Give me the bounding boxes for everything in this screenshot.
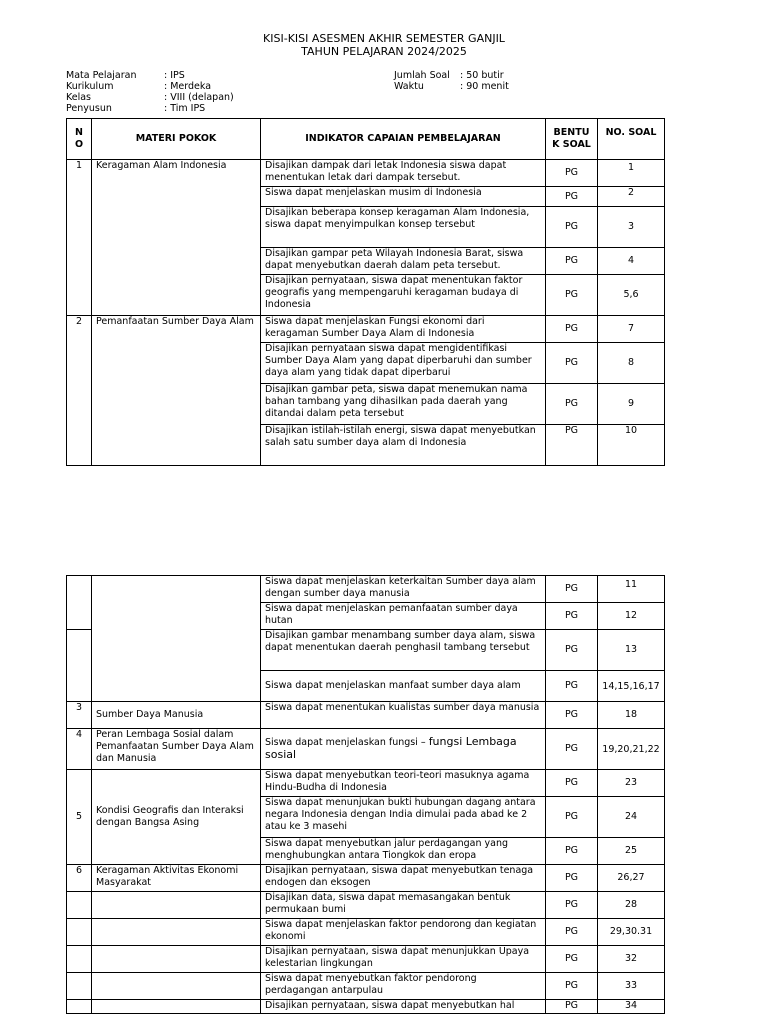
- bentuk-cell: PG: [546, 425, 598, 466]
- table-row: [67, 316, 665, 343]
- table-row: [67, 1000, 665, 1014]
- indikator-cell: Siswa dapat menjelaskan Fungsi ekonomi dari keragaman Sumber Daya Alam di Indonesia: [261, 316, 546, 343]
- kisi-kisi-table-2: [66, 575, 665, 1014]
- meta-value: : 90 menit: [460, 81, 509, 92]
- materi-cell: Pemanfaatan Sumber Daya Alam: [92, 316, 261, 466]
- bentuk-cell: PG: [546, 187, 598, 207]
- bentuk-cell: PG: [546, 892, 598, 919]
- row-number: 3: [67, 702, 92, 729]
- bentuk-cell: PG: [546, 797, 598, 838]
- soal-cell: 8: [598, 343, 665, 384]
- soal-cell: 14,15,16,17: [598, 671, 665, 702]
- row-number: [67, 973, 92, 1000]
- indikator-cell: Siswa dapat menentukan kualistas sumber daya manusia: [261, 702, 546, 729]
- bentuk-cell: PG: [546, 671, 598, 702]
- table-row: [67, 865, 665, 892]
- indikator-cell: Siswa dapat menjelaskan pemanfaatan sumber daya hutan: [261, 603, 546, 630]
- bentuk-cell: PG: [546, 316, 598, 343]
- title-line-1: KISI-KISI ASESMEN AKHIR SEMESTER GANJIL: [263, 32, 505, 45]
- indikator-cell: Siswa dapat menjelaskan musim di Indonesia: [261, 187, 546, 207]
- meta-value: : Merdeka: [164, 81, 212, 92]
- indikator-cell: Siswa dapat menyebutkan teori-teori masuknya agama Hindu-Budha di Indonesia: [261, 770, 546, 797]
- bentuk-cell: PG: [546, 770, 598, 797]
- indikator-cell: Disajikan dampak dari letak Indonesia siswa dapat menentukan letak dari dampak tersebut.: [261, 160, 546, 187]
- indikator-cell: Siswa dapat menjelaskan faktor pendorong dan kegiatan ekonomi: [261, 919, 546, 946]
- kisi-kisi-table-1: [66, 118, 665, 466]
- bentuk-cell: PG: [546, 702, 598, 729]
- meta-value: : IPS: [164, 70, 185, 81]
- indikator-cell: Disajikan beberapa konsep keragaman Alam Indonesia, siswa dapat menyimpulkan konsep tersebut: [261, 207, 546, 248]
- bentuk-cell: PG: [546, 275, 598, 316]
- bentuk-cell: PG: [546, 865, 598, 892]
- meta-value: : Tim IPS: [164, 103, 206, 114]
- bentuk-cell: PG: [546, 1000, 598, 1014]
- meta-label: Kelas: [66, 92, 92, 103]
- indikator-cell: Disajikan gampar peta Wilayah Indonesia Barat, siswa dapat menyebutkan daerah dalam peta tersebut.: [261, 248, 546, 275]
- row-number: [67, 630, 92, 702]
- soal-cell: 9: [598, 384, 665, 425]
- indikator-cell: Siswa dapat menunjukan bukti hubungan dagang antara negara Indonesia dengan India dimulai pada abad ke 2 atau ke 3 masehi: [261, 797, 546, 838]
- soal-cell: 34: [598, 1000, 665, 1014]
- bentuk-cell: PG: [546, 603, 598, 630]
- row-number: 4: [67, 729, 92, 770]
- soal-cell: 10: [598, 425, 665, 466]
- meta-label: Kurikulum: [66, 81, 114, 92]
- meta-value: : 50 butir: [460, 70, 504, 81]
- bentuk-cell: PG: [546, 576, 598, 603]
- bentuk-cell: PG: [546, 160, 598, 187]
- indikator-text: Siswa dapat menjelaskan fungsi –: [265, 737, 429, 748]
- materi-cell: Kondisi Geografis dan Interaksi dengan Bangsa Asing: [92, 770, 261, 865]
- bentuk-cell: PG: [546, 973, 598, 1000]
- table-header-row: [67, 119, 665, 160]
- soal-cell: 5,6: [598, 275, 665, 316]
- materi-cell: Keragaman Aktivitas Ekonomi Masyarakat: [92, 865, 261, 892]
- indikator-cell: Siswa dapat menjelaskan keterkaitan Sumber daya alam dengan sumber daya manusia: [261, 576, 546, 603]
- row-number: 2: [67, 316, 92, 466]
- indikator-cell: Disajikan data, siswa dapat memasangakan bentuk permukaan bumi: [261, 892, 546, 919]
- materi-cell: [92, 919, 261, 946]
- soal-cell: 2: [598, 187, 665, 207]
- indikator-cell: Siswa dapat menyebutkan faktor pendorong perdagangan antarpulau: [261, 973, 546, 1000]
- meta-right: [394, 70, 509, 92]
- bentuk-cell: PG: [546, 248, 598, 275]
- indikator-cell: Disajikan pernyataan, siswa dapat menunjukkan Upaya kelestarian lingkungan: [261, 946, 546, 973]
- soal-cell: 19,20,21,22: [598, 729, 665, 770]
- row-number: [67, 576, 92, 630]
- meta-left: [66, 70, 234, 114]
- table-row: [67, 729, 665, 770]
- indikator-cell: Disajikan gambar peta, siswa dapat menemukan nama bahan tambang yang dihasilkan pada daerah yang ditandai dalam peta tersebut: [261, 384, 546, 425]
- soal-cell: 33: [598, 973, 665, 1000]
- indikator-cell: Siswa dapat menyebutkan jalur perdagangan yang menghubungkan antara Tiongkok dan eropa: [261, 838, 546, 865]
- indikator-cell: [261, 729, 546, 770]
- title-line-2: TAHUN PELAJARAN 2024/2025: [301, 45, 467, 58]
- soal-cell: 28: [598, 892, 665, 919]
- materi-cell: [92, 973, 261, 1000]
- table-row: [67, 973, 665, 1000]
- table-row: [67, 919, 665, 946]
- materi-cell: [92, 892, 261, 919]
- row-number: [67, 919, 92, 946]
- indikator-cell: Disajikan pernyataan, siswa dapat menentukan faktor geografis yang mempengaruhi keragaman budaya di Indonesia: [261, 275, 546, 316]
- row-number: [67, 892, 92, 919]
- table-row: [67, 770, 665, 797]
- soal-cell: 11: [598, 576, 665, 603]
- header-no: N O: [67, 119, 92, 160]
- soal-cell: 7: [598, 316, 665, 343]
- table-row: [67, 702, 665, 729]
- materi-cell: [92, 946, 261, 973]
- materi-cell: Keragaman Alam Indonesia: [92, 160, 261, 316]
- soal-cell: 25: [598, 838, 665, 865]
- soal-cell: 13: [598, 630, 665, 671]
- materi-cell: [92, 576, 261, 702]
- soal-cell: 4: [598, 248, 665, 275]
- meta-value: : VIII (delapan): [164, 92, 234, 103]
- indikator-cell: Disajikan gambar menambang sumber daya alam, siswa dapat menentukan daerah penghasil tambang tersebut: [261, 630, 546, 671]
- table-row: [67, 946, 665, 973]
- soal-cell: 1: [598, 160, 665, 187]
- indikator-cell: Disajikan pernyataan, siswa dapat menyebutkan hal: [261, 1000, 546, 1014]
- row-number: [67, 1000, 92, 1014]
- header-materi: MATERI POKOK: [92, 119, 261, 160]
- bentuk-cell: PG: [546, 343, 598, 384]
- materi-cell: Sumber Daya Manusia: [92, 702, 261, 729]
- meta-label: Penyusun: [66, 103, 112, 114]
- soal-cell: 3: [598, 207, 665, 248]
- soal-cell: 12: [598, 603, 665, 630]
- row-number: 1: [67, 160, 92, 316]
- bentuk-cell: PG: [546, 729, 598, 770]
- indikator-cell: Disajikan istilah-istilah energi, siswa dapat menyebutkan salah satu sumber daya alam di Indonesia: [261, 425, 546, 466]
- soal-cell: 32: [598, 946, 665, 973]
- meta-label: Jumlah Soal: [394, 70, 450, 81]
- meta-label: Mata Pelajaran: [66, 70, 137, 81]
- soal-cell: 18: [598, 702, 665, 729]
- document-title: [0, 32, 768, 58]
- materi-cell: [92, 1000, 261, 1014]
- header-no-soal: NO. SOAL: [598, 119, 665, 160]
- table-row: [67, 160, 665, 187]
- bentuk-cell: PG: [546, 838, 598, 865]
- indikator-cell: Siswa dapat menjelaskan manfaat sumber daya alam: [261, 671, 546, 702]
- soal-cell: 24: [598, 797, 665, 838]
- table-row: [67, 892, 665, 919]
- bentuk-cell: PG: [546, 384, 598, 425]
- row-number: [67, 946, 92, 973]
- bentuk-cell: PG: [546, 946, 598, 973]
- table-row: [67, 576, 665, 603]
- bentuk-cell: PG: [546, 919, 598, 946]
- indikator-cell: Disajikan pernyataan siswa dapat mengidentifikasi Sumber Daya Alam yang dapat diperbaruhi dan sumber daya alam yang tidak dapat diperbarui: [261, 343, 546, 384]
- header-bentuk: BENTU K SOAL: [546, 119, 598, 160]
- indikator-text-large: fungsi Lembaga sosial: [265, 735, 517, 761]
- row-number: 6: [67, 865, 92, 892]
- materi-cell: Peran Lembaga Sosial dalam Pemanfaatan Sumber Daya Alam dan Manusia: [92, 729, 261, 770]
- soal-cell: 29,30.31: [598, 919, 665, 946]
- indikator-cell: Disajikan pernyataan, siswa dapat menyebutkan tenaga endogen dan eksogen: [261, 865, 546, 892]
- header-indikator: INDIKATOR CAPAIAN PEMBELAJARAN: [261, 119, 546, 160]
- soal-cell: 23: [598, 770, 665, 797]
- soal-cell: 26,27: [598, 865, 665, 892]
- bentuk-cell: PG: [546, 207, 598, 248]
- bentuk-cell: PG: [546, 630, 598, 671]
- meta-label: Waktu: [394, 81, 424, 92]
- row-number: 5: [67, 770, 92, 865]
